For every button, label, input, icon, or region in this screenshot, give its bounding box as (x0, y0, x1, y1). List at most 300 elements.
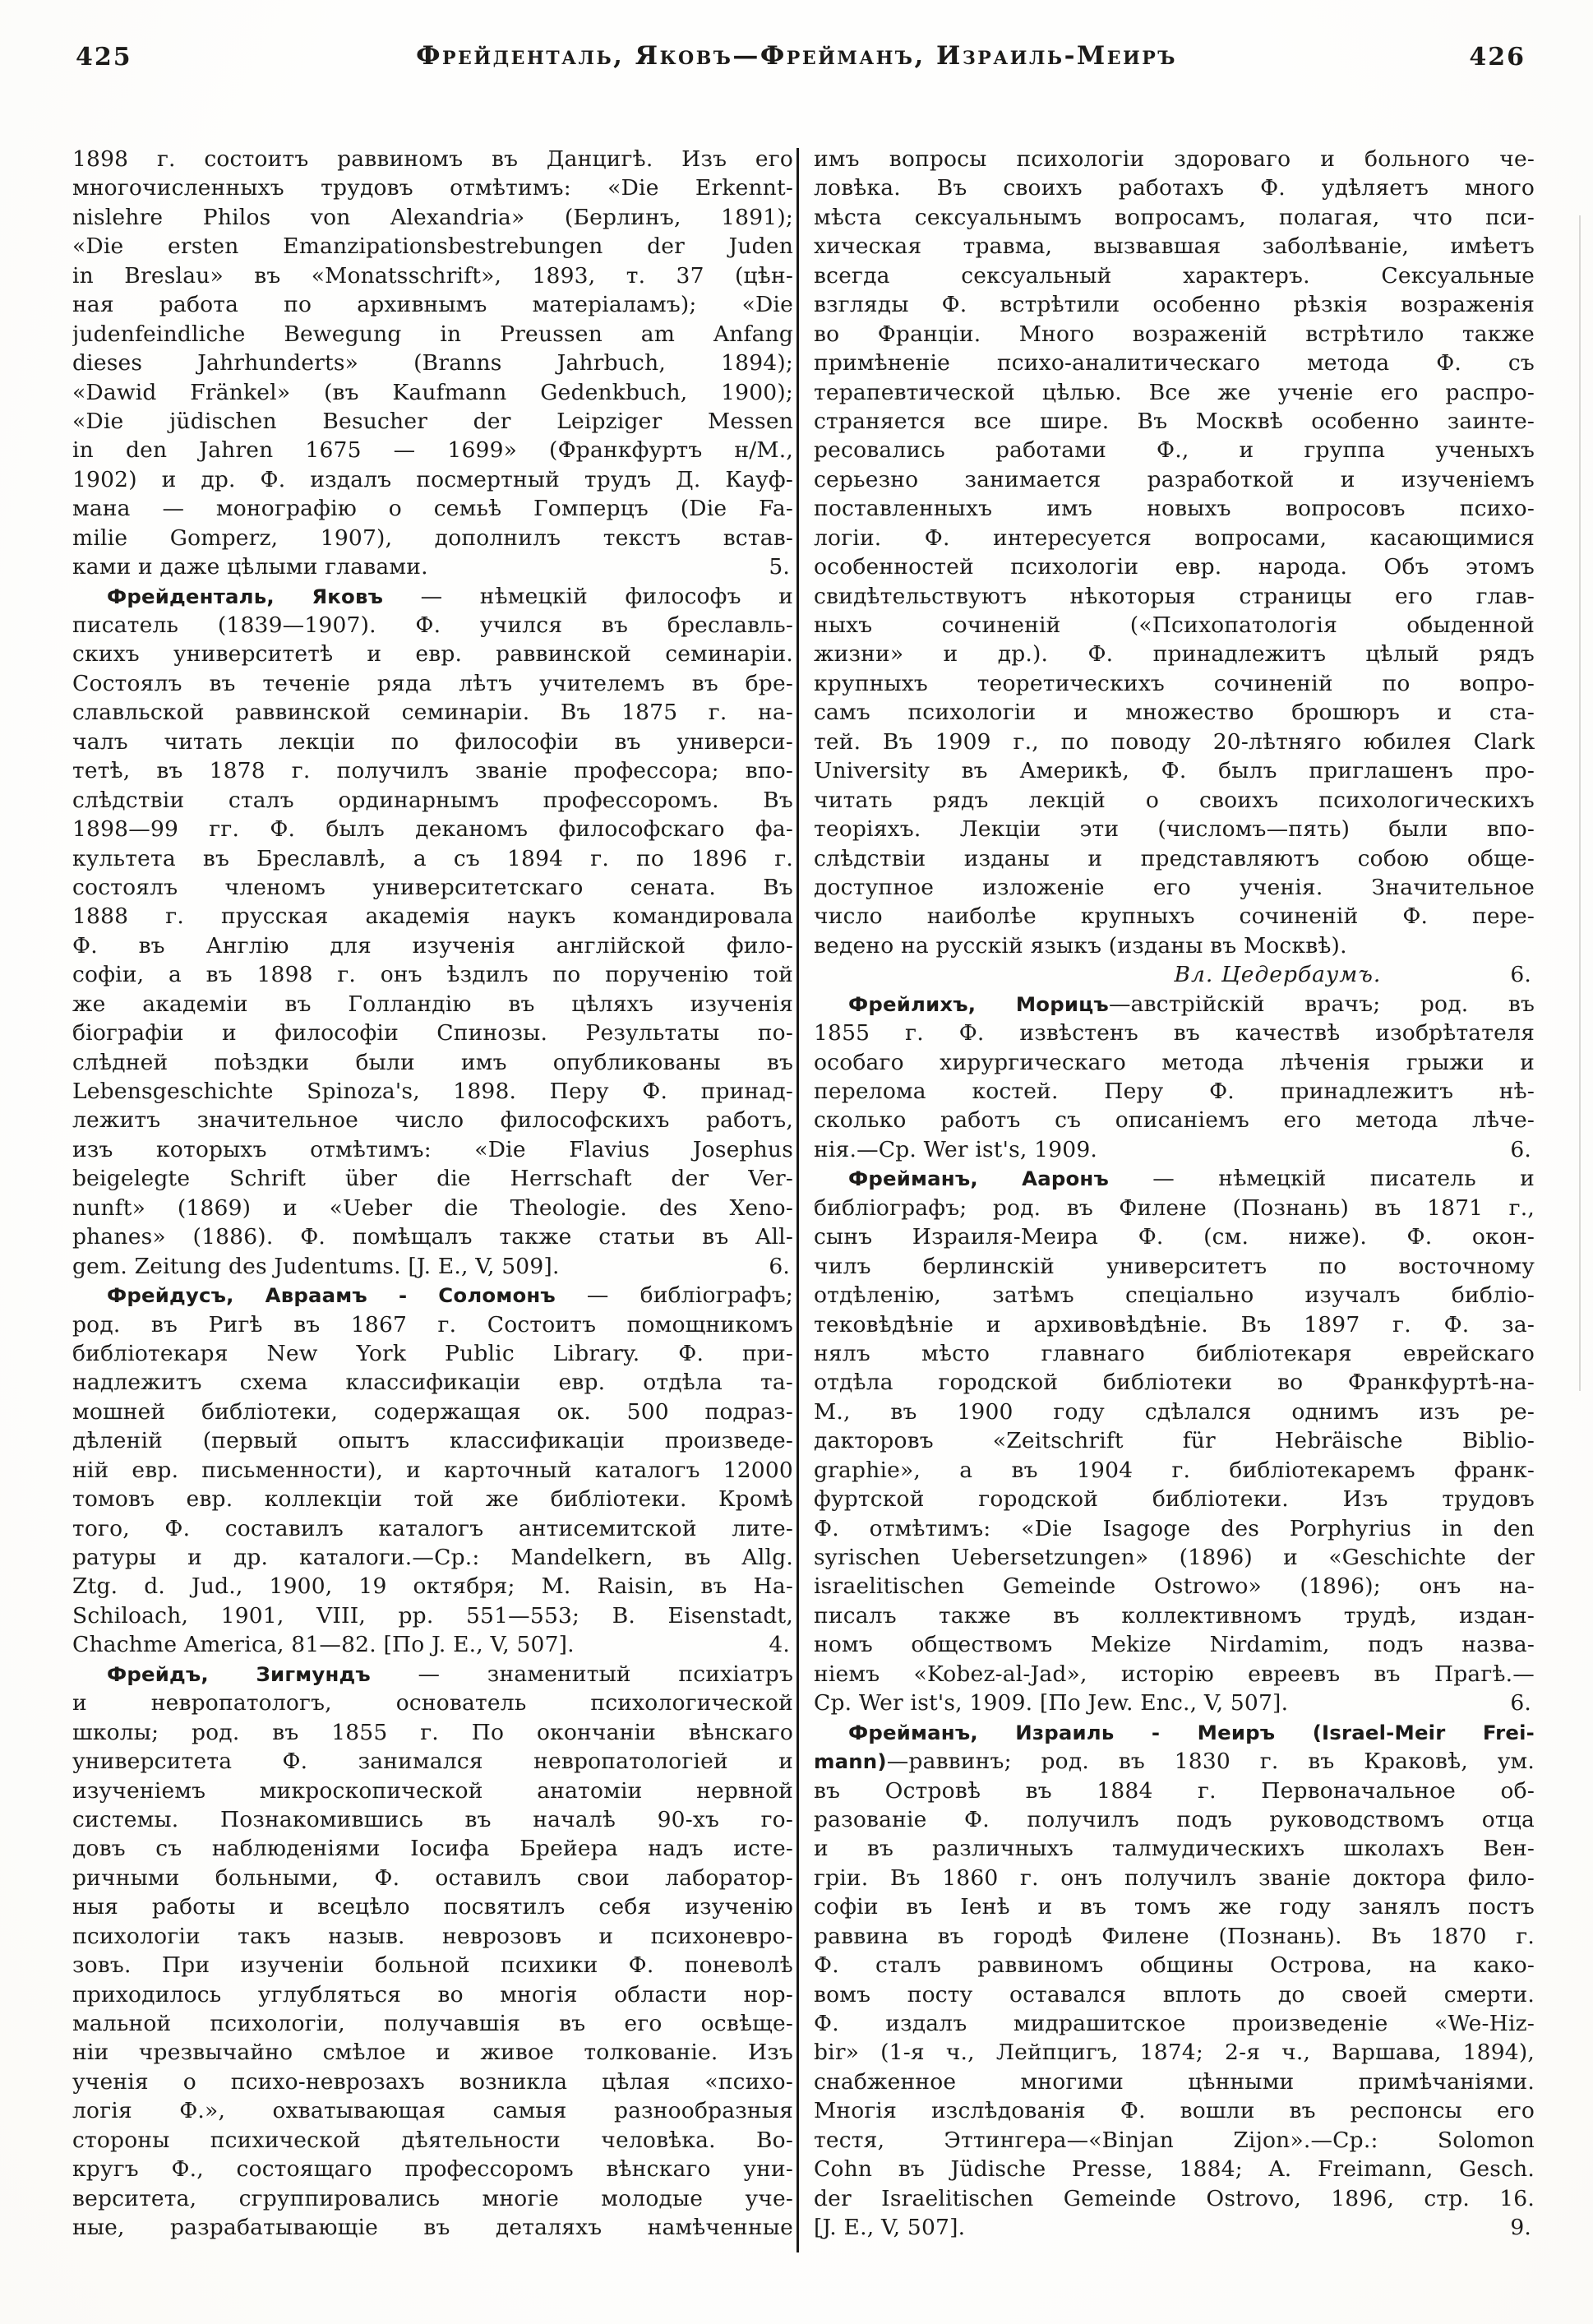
line-text: снабженное многими цѣнными примѣчаніями. (814, 2068, 1535, 2095)
line-text: —раввинъ; род. въ 1830 г. въ Краковѣ, ум. (886, 1749, 1535, 1775)
text-line (72, 1426, 793, 1455)
body-text (814, 1312, 1535, 1338)
body-text (814, 671, 1535, 696)
line-text: и въ различныхъ талмудическихъ школахъ Вен- (814, 1836, 1535, 1862)
line-text: bir» (1-я ч., Лейпцигъ, 1874; 2-я ч., Варшава, 1894), (814, 2040, 1535, 2066)
text-line (72, 2213, 793, 2242)
body-text (814, 758, 1535, 783)
text-line (72, 2009, 793, 2038)
line-text: 1902) и др. Ф. издалъ посмертный трудъ Д. Кауф- (72, 466, 793, 492)
line-text: Ф. отмѣтимъ: «Die Isagoge des Porphyrius in den (814, 1515, 1535, 1541)
line-text: изученіемъ микроскопической анатоміи нервной (72, 1777, 793, 1804)
text-line (72, 1980, 793, 2009)
body-text (72, 1749, 793, 1774)
line-text: мѣста сексуальнымъ вопросамъ, полагая, что пси- (814, 204, 1535, 230)
body-text (72, 2128, 793, 2153)
body-text (814, 1050, 1535, 1075)
body-text (72, 1137, 793, 1162)
text-line (814, 349, 1535, 377)
body-text (72, 2011, 793, 2036)
text-line (814, 1776, 1535, 1805)
text-line (72, 1660, 793, 1689)
body-text (814, 1458, 1535, 1483)
text-line (814, 436, 1535, 464)
text-line (72, 1718, 793, 1747)
line-text: «Dawid Fränkel» (въ Kaufmann Gedenkbuch, 1900); (72, 379, 793, 405)
text-line (72, 1310, 793, 1339)
line-text: дакторовъ «Zeitschrift für Hebräische Biblio- (814, 1428, 1535, 1454)
body-text (814, 2156, 1535, 2182)
text-line (814, 1398, 1535, 1426)
body-text (72, 641, 793, 667)
body-text (72, 1836, 793, 1861)
text-line (814, 145, 1535, 173)
body-text (814, 1107, 1535, 1133)
text-line (72, 1689, 793, 1717)
text-line (72, 640, 793, 668)
line-text: слѣдней поѣздки были имъ опубликованы въ (72, 1049, 793, 1075)
text-line (72, 2126, 793, 2155)
line-text: «Die jüdischen Besucher der Leipziger Messen (72, 408, 793, 434)
body-text (814, 1020, 1535, 1046)
line-text: того, Ф. составилъ каталогъ антисемитской лите- (72, 1515, 793, 1541)
text-line (72, 815, 793, 843)
entry-headword: Фрейманъ, Ааронъ (848, 1167, 1109, 1191)
line-text: раввина въ городѣ Филене (Познань). Въ 1870 г. (814, 1923, 1535, 1949)
line-text: University въ Америкѣ, Ф. былъ приглашенъ про- (814, 758, 1535, 784)
body-text (72, 846, 793, 871)
text-line (814, 1019, 1535, 1047)
body-text (814, 846, 1535, 871)
text-line (72, 698, 793, 727)
text-line (814, 728, 1535, 756)
text-line (814, 407, 1535, 436)
body-text (72, 525, 793, 551)
line-text: ками и даже цѣлыми главами. (72, 554, 428, 580)
line-text: особенностей психологіи евр. народа. Объ этомъ (814, 554, 1535, 580)
line-text: томовъ евр. коллекціи той же библіотеки. Кромѣ (72, 1486, 793, 1513)
article-author-number: 4. (769, 1632, 790, 1658)
text-line (72, 1630, 793, 1659)
line-text: и невропатологъ, основатель психологической (72, 1690, 793, 1716)
text-line (72, 232, 793, 261)
line-text: логіи. Ф. интересуется вопросами, касающимися (814, 524, 1535, 551)
text-line (72, 2155, 793, 2183)
line-text: ратуры и др. каталоги.—Ср.: Mandelkern, въ Allg. (72, 1545, 793, 1570)
entry-headword: Фрейденталь, Яковъ (107, 584, 384, 608)
body-text (814, 1778, 1535, 1804)
scan-artifact-line (1579, 215, 1581, 1391)
text-line (814, 1164, 1535, 1193)
text-line (72, 2038, 793, 2067)
body-text (814, 1865, 1535, 1891)
body-text (814, 1135, 1097, 1164)
line-text: зовъ. При изученіи больной психики Ф. поневолѣ (72, 1952, 793, 1979)
line-text: Ф. въ Англію для изученія англійской фило- (72, 932, 793, 959)
line-text: чилъ берлинскій университетъ по восточному (814, 1253, 1535, 1279)
line-text: софіи, а въ 1898 г. онъ ѣздилъ по порученію той (72, 962, 793, 988)
line-text: чалъ читать лекціи по философіи въ универси- (72, 728, 793, 755)
body-text (72, 321, 793, 347)
body-text (72, 350, 793, 376)
text-line (72, 378, 793, 407)
line-text: сынъ Израиля-Меира Ф. (см. ниже). Ф. окон- (814, 1224, 1535, 1250)
text-line (814, 1135, 1535, 1164)
body-text (814, 1195, 1535, 1221)
body-text (72, 233, 793, 259)
line-text: страняется все шире. Въ Москвѣ особенно заинте- (814, 408, 1535, 434)
text-line (814, 1339, 1535, 1368)
line-text: 1855 г. Ф. извѣстенъ въ качествѣ изобрѣтателя (814, 1020, 1535, 1046)
text-line (72, 349, 793, 377)
line-text: dieses Jahrhunderts» (Branns Jahrbuch, 1894); (72, 350, 793, 377)
body-text (72, 552, 428, 581)
body-text (814, 1545, 1535, 1570)
body-text (72, 2156, 793, 2182)
line-text: надлежитъ схема классификаціи евр. отдѣла та- (72, 1370, 793, 1396)
text-line (72, 261, 793, 290)
body-text (72, 1573, 793, 1599)
text-line (72, 669, 793, 698)
line-text: библіографъ; род. въ Филене (Познань) въ 1871 г., (814, 1194, 1535, 1221)
body-text (72, 729, 793, 755)
text-line (72, 1514, 793, 1543)
line-text: слѣдствіи сталъ ординарнымъ профессоромъ. Въ (72, 787, 793, 813)
text-line (72, 2068, 793, 2096)
text-line (814, 902, 1535, 931)
body-text (72, 962, 793, 987)
body-text (72, 437, 793, 463)
body-text (814, 292, 1535, 317)
body-text (814, 321, 1535, 347)
line-text: —австрійскій врачъ; род. въ (1108, 991, 1535, 1017)
line-text: ричными больными, Ф. оставилъ свои лаборатор- (72, 1864, 793, 1891)
text-line (814, 1951, 1535, 1980)
text-line (72, 320, 793, 349)
line-text: всегда сексуальный характеръ. Сексуальные (814, 262, 1535, 289)
text-line (814, 1106, 1535, 1134)
line-text: мальной психологіи, получавшія въ его освѣще- (72, 2011, 793, 2036)
body-text (72, 380, 793, 405)
body-text (814, 1516, 1535, 1541)
line-text: 1898—99 гг. Ф. былъ деканомъ философскаго фа- (72, 816, 793, 843)
body-text (72, 1107, 793, 1133)
line-text: graphie», а въ 1904 г. библіотекаремъ франк- (814, 1457, 1535, 1483)
line-text: ведено на русскій языкъ (изданы въ Москвѣ). (814, 932, 1347, 959)
body-text (814, 788, 1535, 813)
body-text (814, 1370, 1535, 1395)
body-text (1175, 960, 1382, 989)
body-text (814, 2128, 1535, 2153)
article-author-number: 6. (1510, 1690, 1531, 1716)
body-text (72, 1630, 575, 1659)
column-right (814, 145, 1535, 2243)
line-text: изъ которыхъ отмѣтимъ: «Die Flavius Josephus (72, 1136, 793, 1162)
text-line (72, 552, 793, 581)
text-line (814, 1922, 1535, 1951)
text-line (814, 1222, 1535, 1251)
text-line (72, 873, 793, 902)
line-text: — нѣмецкій философъ и (383, 583, 793, 609)
line-text: Schiloach, 1901, VIII, pp. 551—553; B. Eisenstadt, (72, 1602, 793, 1629)
body-text (72, 2040, 793, 2065)
text-line (72, 582, 793, 611)
text-line (72, 1892, 793, 1921)
body-text (72, 1428, 793, 1453)
line-text: — библіографъ; (555, 1282, 793, 1309)
line-text: слѣдствіи изданы и представляютъ собою обще- (814, 845, 1535, 871)
text-line (72, 990, 793, 1019)
text-line (814, 1864, 1535, 1892)
body-text (72, 1865, 793, 1891)
line-text: славльской раввинской семинаріи. Въ 1875 г. на- (72, 700, 793, 726)
body-text (814, 1661, 1535, 1687)
body-text (72, 903, 793, 929)
body-text (814, 205, 1535, 230)
text-line (72, 611, 793, 640)
line-text: М., въ 1900 году сдѣлался однимъ изъ ре- (814, 1398, 1535, 1425)
line-text: нялъ мѣсто главнаго библіотекаря еврейскаго (814, 1340, 1535, 1366)
line-text: теоріяхъ. Лекціи эти (числомъ—пять) были впо- (814, 816, 1535, 843)
line-text: стороны психической дѣятельности человѣка. Во- (72, 2127, 793, 2153)
body-text (72, 1924, 793, 1949)
text-line (72, 1601, 793, 1630)
line-text: разованіе Ф. получилъ подъ руководствомъ отца (814, 1806, 1535, 1832)
body-text (72, 1690, 793, 1716)
line-text: въ Островѣ въ 1884 г. Первоначальное об- (814, 1777, 1535, 1804)
text-line (72, 436, 793, 464)
body-text (72, 1399, 793, 1425)
text-line (814, 1747, 1535, 1776)
text-line (814, 1892, 1535, 1921)
line-text: ныя работы и всецѣло посвятилъ себя изученію (72, 1894, 793, 1920)
text-line (814, 2038, 1535, 2067)
line-text: ніи чрезвычайно смѣлое и живое толкованіе. Изъ (72, 2040, 793, 2066)
text-line (72, 1019, 793, 1047)
page-header-title: Фрейденталь, Яковъ—Фрейманъ, Израиль-Меиръ (416, 41, 1177, 71)
body-text (814, 175, 1535, 201)
body-text (814, 1399, 1535, 1425)
entry-text (814, 1166, 1535, 1191)
text-line (72, 173, 793, 202)
text-line (814, 232, 1535, 261)
text-line (72, 1252, 793, 1281)
line-text: жизни» и др.). Ф. принадлежитъ цѣлый рядъ (814, 641, 1535, 668)
body-text (814, 1079, 1535, 1104)
text-line (814, 2213, 1535, 2242)
text-line (72, 1834, 793, 1863)
body-text (814, 1603, 1535, 1629)
text-line (814, 2184, 1535, 2213)
text-line (814, 173, 1535, 202)
body-text (72, 409, 793, 434)
text-line (72, 145, 793, 173)
line-text: ній евр. письменности), и карточный каталогъ 12000 (72, 1457, 793, 1483)
text-line (72, 203, 793, 232)
line-text: Ztg. d. Jud., 1900, 19 октября; M. Raisin, въ Ha- (72, 1573, 793, 1600)
text-line (814, 1601, 1535, 1630)
text-line (72, 1485, 793, 1513)
body-text (814, 525, 1535, 551)
line-text: читать рядъ лекцій о своихъ психологическихъ (814, 787, 1535, 813)
text-line (814, 786, 1535, 815)
body-text (72, 1545, 793, 1570)
body-text (814, 641, 1535, 667)
line-text: тековѣдѣніе и архивовѣдѣніе. Въ 1897 г. Ф. за- (814, 1311, 1535, 1338)
line-text: тей. Въ 1909 г., по поводу 20-лѣтняго юбилея Clark (814, 728, 1535, 755)
body-text (72, 1341, 793, 1366)
line-text: Вл. Цедербаумъ. (1174, 962, 1382, 988)
body-text (72, 758, 793, 783)
text-line (814, 1456, 1535, 1485)
text-line (72, 902, 793, 931)
body-text (814, 1952, 1535, 1978)
text-line (72, 1368, 793, 1397)
text-line (72, 844, 793, 873)
body-text (814, 1894, 1535, 1920)
entry-headword: mann) (814, 1749, 887, 1774)
line-text: лежитъ значительное число философскихъ работъ, (72, 1107, 793, 1134)
body-text (72, 991, 793, 1017)
text-line (814, 669, 1535, 698)
entry-text (72, 1661, 793, 1687)
body-text (814, 1836, 1535, 1861)
line-text: верситета, сгруппировались многіе молодые уче- (72, 2185, 793, 2211)
body-text (72, 292, 793, 317)
body-text (814, 2040, 1535, 2065)
text-line (72, 1135, 793, 1164)
line-text: имъ вопросы психологіи здороваго и больного че- (814, 146, 1535, 172)
text-line (72, 290, 793, 319)
text-line (814, 1514, 1535, 1543)
entry-text (814, 1720, 1535, 1745)
line-text: психологіи такъ назыв. неврозовъ и психоневро- (72, 1923, 793, 1949)
body-text (814, 1924, 1535, 1949)
body-text (814, 612, 1535, 638)
line-text: ныхъ сочиненій («Психопатологія обыденной (814, 612, 1535, 638)
body-text (814, 380, 1535, 405)
body-text (814, 875, 1535, 900)
text-line (72, 786, 793, 815)
body-text (72, 788, 793, 813)
line-text: серьезно занимается разработкой и изученіемъ (814, 466, 1535, 492)
body-text (72, 1166, 793, 1191)
line-text: milie Gomperz, 1907), дополнилъ текстъ встав- (72, 524, 793, 551)
line-text: же академіи въ Голландію въ цѣляхъ изученія (72, 991, 793, 1017)
body-text (814, 2069, 1535, 2095)
body-text (72, 263, 793, 289)
body-text (814, 1689, 1288, 1717)
text-line (72, 1543, 793, 1572)
entry-text (814, 1749, 1535, 1774)
body-text (72, 1079, 793, 1104)
body-text (814, 467, 1535, 492)
body-text (814, 931, 1347, 960)
line-text: Состоялъ въ теченіе ряда лѣтъ учителемъ въ бре- (72, 670, 793, 696)
line-text: ученія о психо-неврозахъ возникла цѣлая «психо- (72, 2068, 793, 2095)
article-author-number: 6. (769, 1253, 790, 1279)
text-line (72, 1281, 793, 1310)
body-text (814, 496, 1535, 521)
body-text (72, 1982, 793, 2008)
line-text: Lebensgeschichte Spinoza's, 1898. Перу Ф. принад- (72, 1079, 793, 1104)
line-text: тестя, Эттингера—«Binjan Zijon».—Ср.: Solomon (814, 2127, 1535, 2153)
text-line (814, 1718, 1535, 1747)
line-text: сколько работъ съ описаніемъ его метода лѣче- (814, 1107, 1535, 1134)
line-text: — нѣмецкій писатель и (1109, 1166, 1535, 1192)
text-line (814, 1281, 1535, 1310)
text-line (814, 698, 1535, 727)
text-line (814, 1368, 1535, 1397)
body-text (72, 1458, 793, 1483)
text-line (72, 465, 793, 494)
text-line (814, 873, 1535, 902)
body-text (72, 1252, 560, 1281)
text-line (72, 1951, 793, 1980)
line-text: ніемъ «Kobez-al-Jad», исторію евреевъ въ Прагѣ.— (814, 1661, 1535, 1687)
body-text (72, 1020, 793, 1046)
text-line (814, 640, 1535, 668)
body-text (72, 175, 793, 201)
line-text: гріи. Въ 1860 г. онъ получилъ званіе доктора фило- (814, 1864, 1535, 1891)
line-text: довъ съ наблюденіями Іосифа Брейера надъ исте- (72, 1836, 793, 1862)
line-text: терапевтической цѣлью. Все же ученіе его распро- (814, 379, 1535, 405)
line-text: Ф. издалъ мидрашитское произведеніе «We-Hiz- (814, 2011, 1535, 2036)
body-text (72, 2186, 793, 2211)
line-text: ные, разрабатывающіе въ деталяхъ намѣченные (72, 2215, 793, 2241)
line-text: Chachme America, 81—82. [По J. E., V, 507]. (72, 1632, 575, 1658)
text-line (72, 1572, 793, 1601)
text-line (814, 1310, 1535, 1339)
text-line (72, 1456, 793, 1485)
body-text (72, 1312, 793, 1338)
text-line (72, 1077, 793, 1106)
text-line (814, 494, 1535, 523)
text-line (814, 582, 1535, 611)
line-text: ная работа по архивнымъ матеріаламъ); «Die (72, 292, 793, 318)
body-text (72, 146, 793, 172)
line-text: in Breslau» въ «Monatsschrift», 1893, т. 37 (цѣн- (72, 262, 793, 289)
body-text (814, 903, 1535, 929)
body-text (72, 496, 793, 521)
text-line (72, 1922, 793, 1951)
body-text (814, 2213, 965, 2242)
line-text: поставленныхъ имъ новыхъ вопросовъ психо- (814, 496, 1535, 522)
text-line (814, 931, 1535, 960)
body-text (814, 350, 1535, 376)
line-text: phanes» (1886). Ф. помѣщалъ также статьи въ All- (72, 1224, 793, 1250)
body-text (814, 700, 1535, 725)
text-line (814, 611, 1535, 640)
line-text: нія.—Ср. Wer ist's, 1909. (814, 1136, 1098, 1162)
line-text: ловѣка. Въ своихъ работахъ Ф. удѣляетъ много (814, 175, 1535, 201)
line-text: [J. E., V, 507]. (814, 2215, 966, 2241)
right-page-number: 426 (1469, 43, 1526, 72)
text-line (814, 756, 1535, 785)
body-text (814, 1282, 1535, 1308)
line-text: 1898 г. состоитъ раввиномъ въ Данцигѣ. Изъ его (72, 146, 793, 172)
line-text: софіи въ Іенѣ и въ томъ же году занялъ постъ (814, 1894, 1535, 1920)
line-text: Многія изслѣдованія Ф. вошли въ респонсы его (814, 2098, 1535, 2124)
body-text (72, 1720, 793, 1745)
entry-headword: Фрейдусъ, Авраамъ - Соломонъ (107, 1283, 556, 1308)
body-text (814, 437, 1535, 463)
body-text (814, 1807, 1535, 1832)
text-line (814, 465, 1535, 494)
line-text: nunft» (1869) и «Ueber die Theologie. des Xeno- (72, 1194, 793, 1221)
left-page-number: 425 (76, 43, 132, 72)
text-line (72, 2096, 793, 2125)
